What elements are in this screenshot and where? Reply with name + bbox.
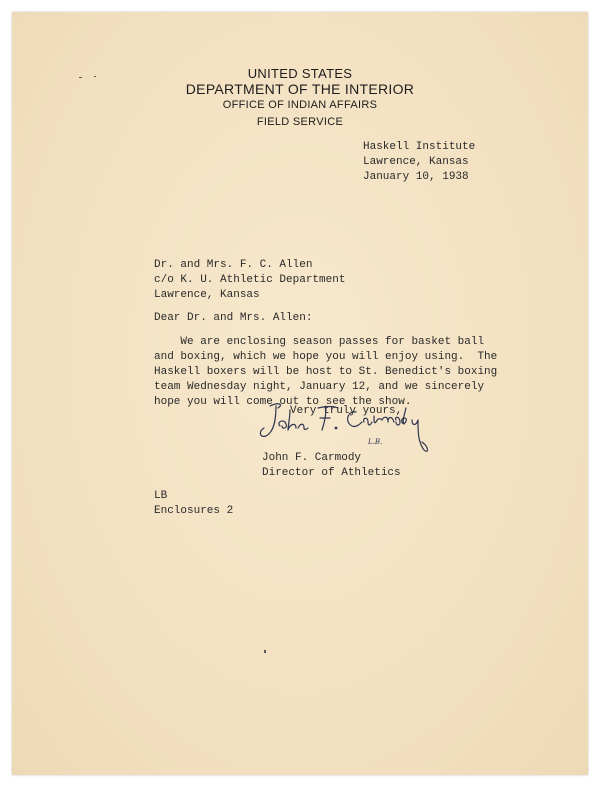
body-line: and boxing, which we hope you will enjoy using. The [154,351,498,363]
closing: Very truly yours, [290,405,403,417]
body-line: We are enclosing season passes for basket ball [154,336,485,348]
sender-institution: Haskell Institute [363,141,476,153]
typist-initials: LB [154,490,168,502]
salutation: Dear Dr. and Mrs. Allen: [154,312,313,324]
recipient-name: Dr. and Mrs. F. C. Allen [154,259,313,271]
signature-initials: L.B. [368,438,383,446]
sender-city: Lawrence, Kansas [363,156,469,168]
body-line: team Wednesday night, January 12, and we sincerely [154,381,485,393]
letterhead-line-1: UNITED STATES [247,66,353,81]
body-line: Haskell boxers will be host to St. Benedict's boxing [154,366,498,378]
letterhead-line-3: OFFICE OF INDIAN AFFAIRS [222,99,378,111]
signatory-title: Director of Athletics [262,467,401,479]
recipient-department: c/o K. U. Athletic Department [154,274,346,286]
letter-date: January 10, 1938 [363,171,469,183]
enclosures-note: Enclosures 2 [154,505,234,517]
stray-mark [264,650,266,653]
signatory-name: John F. Carmody [262,452,362,464]
recipient-city: Lawrence, Kansas [154,289,260,301]
letterhead-line-4: FIELD SERVICE [256,116,344,128]
body-line: hope you will come out to see the show. [154,396,412,408]
letterhead-line-2: DEPARTMENT OF THE INTERIOR [185,81,415,97]
